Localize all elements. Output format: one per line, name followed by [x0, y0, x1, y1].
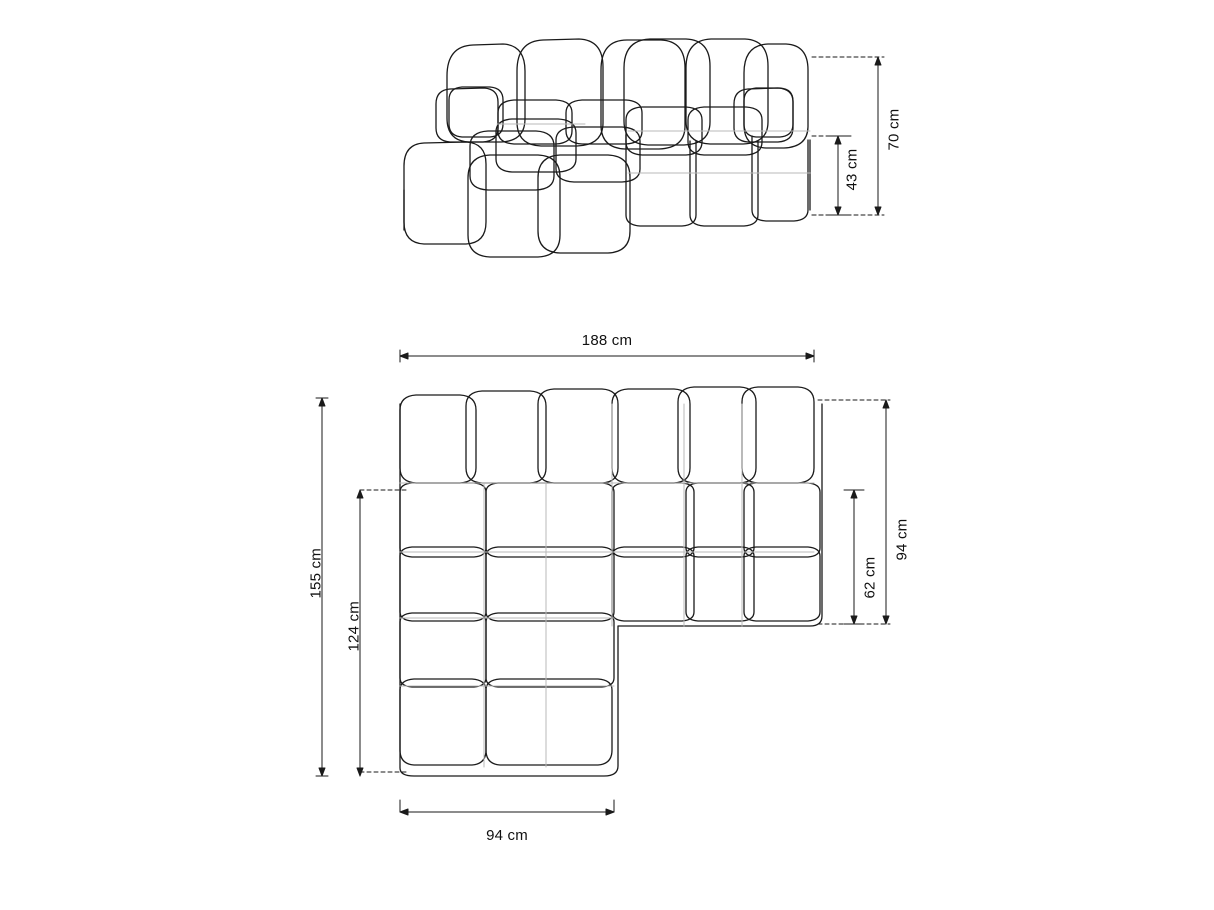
- dimension-label-module-depth: 94 cm: [893, 518, 911, 561]
- dimension-label-total-width: 188 cm: [581, 332, 633, 349]
- dimension-label-seat-height: 43 cm: [843, 148, 861, 191]
- top-view-sofa: [400, 387, 822, 776]
- dimension-label-seat-depth: 62 cm: [861, 556, 879, 599]
- dimension-label-module-width: 94 cm: [486, 827, 528, 844]
- dimension-label-inner-depth: 124 cm: [345, 601, 363, 652]
- perspective-view-sofa: [404, 39, 810, 257]
- dimension-label-overall-height: 70 cm: [885, 108, 903, 151]
- dimension-lines: [316, 57, 890, 815]
- dimension-label-total-depth: 155 cm: [307, 548, 325, 599]
